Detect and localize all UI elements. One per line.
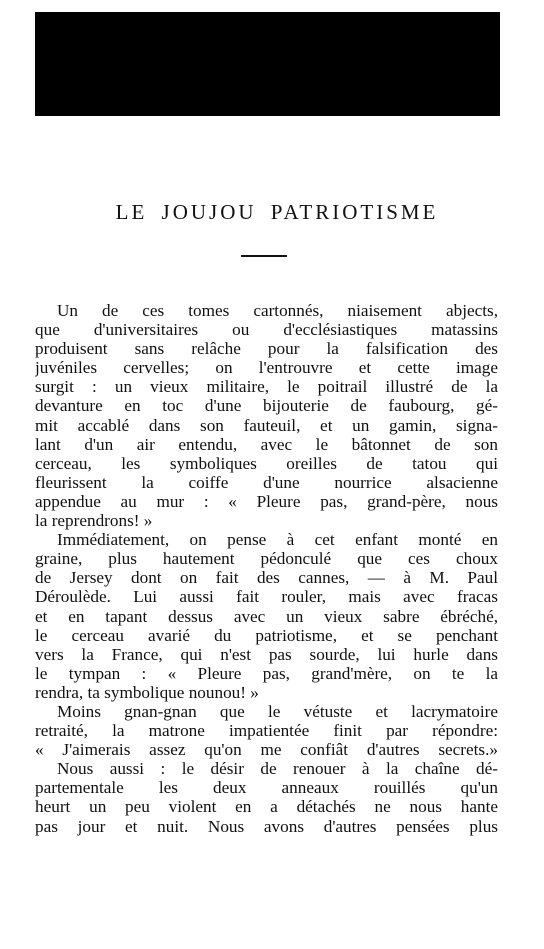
text-line: que d'universitaires ou d'ecclésiastiques matassins <box>35 320 498 340</box>
text-line: rendra, ta symbolique nounou! » <box>35 682 259 702</box>
text-line: mit accablé dans son fauteuil, et un gamin, signa- <box>35 415 498 435</box>
text-line: vers la France, qui n'est pas sourde, lui hurle dans <box>35 644 498 664</box>
header-black-bar <box>35 12 500 116</box>
text-line: le cerceau avarié du patriotisme, et se penchant <box>35 625 498 645</box>
text-line: graine, plus hautement pédonculé que ces choux <box>35 549 498 569</box>
text-line: Déroulède. Lui aussi fait rouler, mais avec fracas <box>35 587 498 607</box>
text-line: devanture en toc d'une bijouterie de faubourg, gé- <box>35 396 498 416</box>
text-line: lant d'un air entendu, avec le bâtonnet de son <box>35 434 498 454</box>
text-line: de Jersey dont on fait des cannes, — à M. Paul <box>35 568 498 588</box>
body-text <box>35 301 498 836</box>
text-line: retraité, la matrone impatientée finit par répondre: <box>35 721 498 741</box>
text-line: le tympan : « Pleure pas, grand'mère, on te la <box>35 663 498 683</box>
text-line: fleurissent la coiffe d'une nourrice alsacienne <box>35 472 498 492</box>
text-line: produisent sans relâche pour la falsification des <box>35 339 498 359</box>
text-line: surgit : un vieux militaire, le poitrail illustré de la <box>35 377 498 397</box>
title-rule <box>241 255 287 257</box>
text-line: juvéniles cervelles; on l'entrouvre et cette image <box>35 358 498 378</box>
text-line: heurt un peu violent en a détachés ne nous hante <box>35 797 498 817</box>
text-line: Un de ces tomes cartonnés, niaisement abjects, <box>57 301 498 320</box>
text-line: Nous aussi : le désir de renouer à la chaîne dé- <box>57 759 498 779</box>
text-line: Immédiatement, on pense à cet enfant monté en <box>57 530 498 550</box>
text-line: appendue au mur : « Pleure pas, grand-père, nous <box>35 491 498 511</box>
text-line: partementale les deux anneaux rouillés qu'un <box>35 778 498 798</box>
text-line: Moins gnan-gnan que le vétuste et lacrymatoire <box>57 701 498 721</box>
text-line: pas jour et nuit. Nous avons d'autres pensées plus <box>35 816 498 836</box>
text-line: et en tapant dessus avec un vieux sabre ébréché, <box>35 606 498 626</box>
chapter-title: LE JOUJOU PATRIOTISME <box>115 200 439 224</box>
text-line: la reprendrons! » <box>35 511 153 531</box>
text-line: « J'aimerais assez qu'on me confiât d'autres secrets.» <box>35 740 498 760</box>
text-line: cerceau, les symboliques oreilles de tatou qui <box>35 453 498 473</box>
